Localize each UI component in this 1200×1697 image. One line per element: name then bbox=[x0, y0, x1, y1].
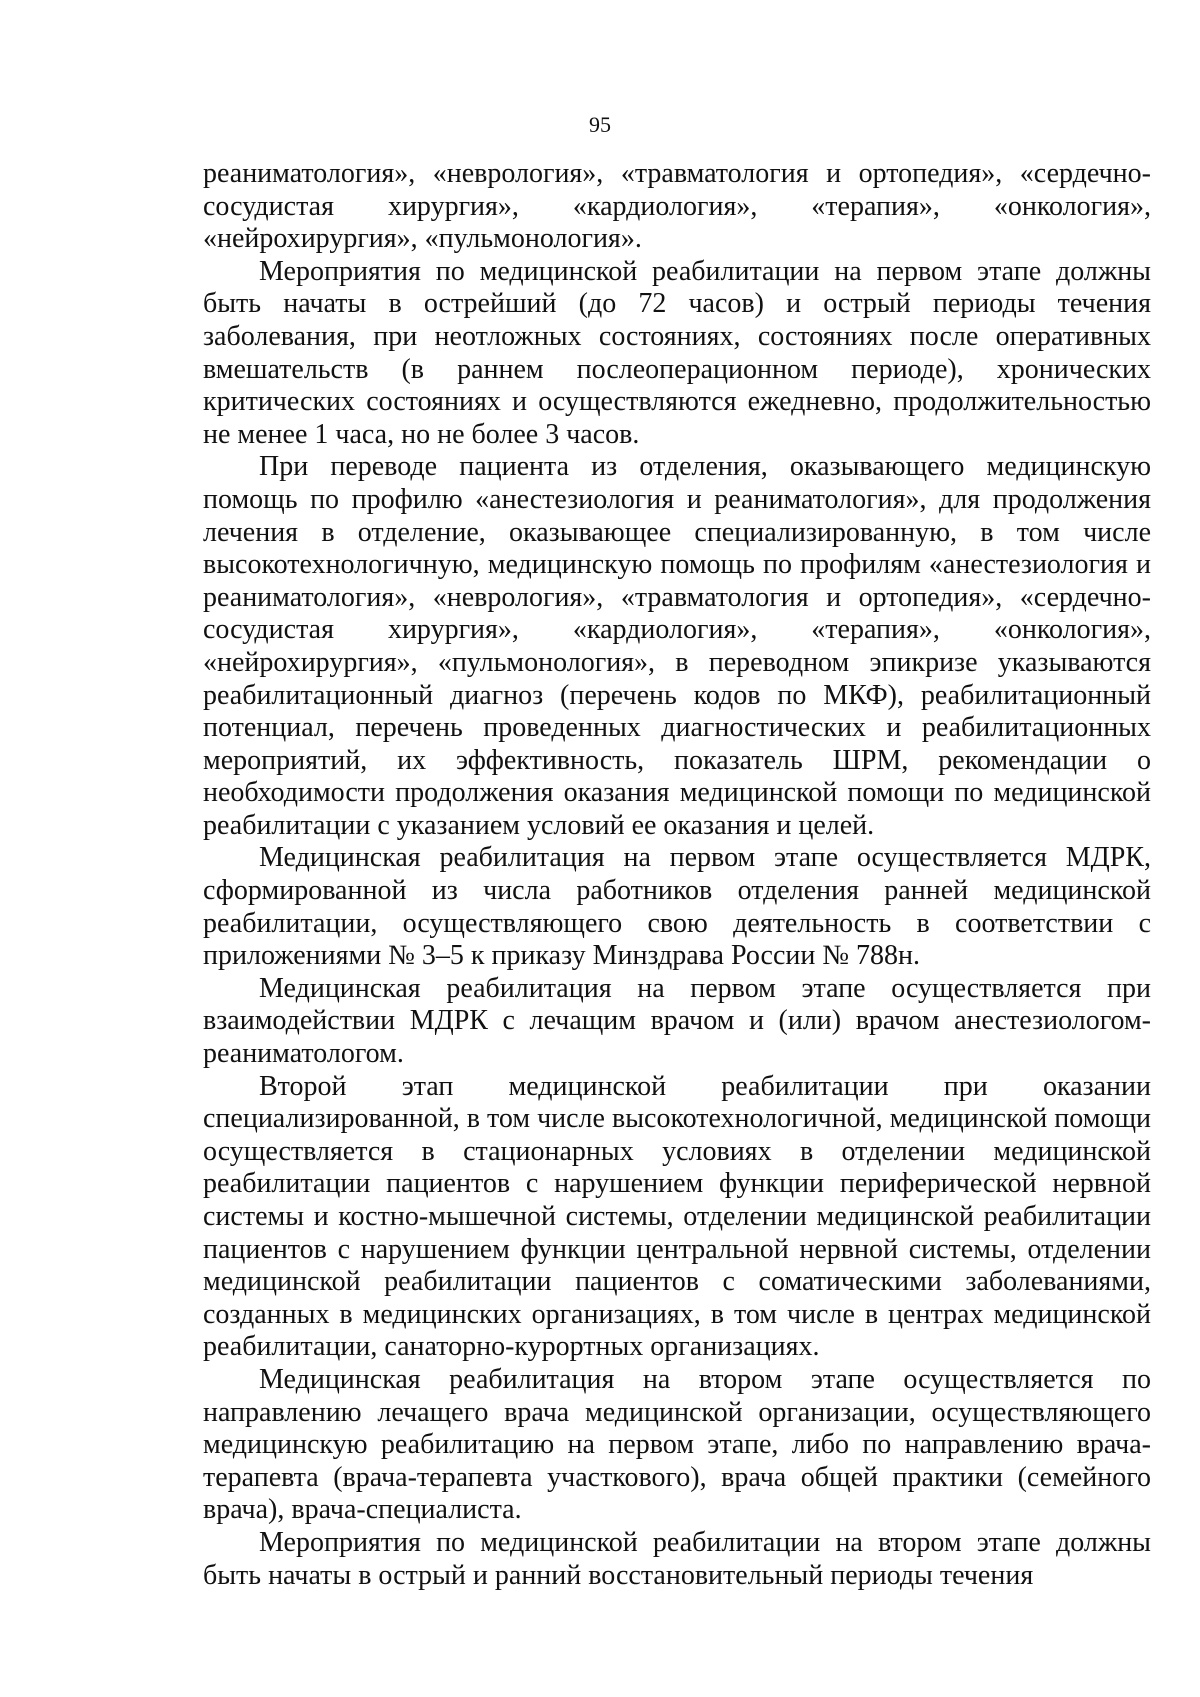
paragraph-continued: реаниматология», «неврология», «травматология и ортопедия», «сердечно-сосудистая хирургия», «кардиология», «терапия», «онкология», «нейрохирургия», «пульмонология». bbox=[203, 158, 1151, 255]
paragraph: Медицинская реабилитация на первом этапе осуществляется при взаимодействии МДРК с лечащим врачом и (или) врачом анестезиологом-реаниматологом. bbox=[203, 972, 1151, 1070]
paragraph: Медицинская реабилитация на втором этапе осуществляется по направлению лечащего врача медицинской организации, осуществляющего медицинскую реабилитацию на первом этапе, либо по направлению врача-терапевта (врача-терапевта участкового), врача общей практики (семейного врача), врача-специалиста. bbox=[203, 1363, 1151, 1526]
paragraph: Медицинская реабилитация на первом этапе осуществляется МДРК, сформированной из числа работников отделения ранней медицинской реабилитации, осуществляющего свою деятельность в соответствии с приложениями № 3–5 к приказу Минздрава России № 788н. bbox=[203, 842, 1151, 972]
paragraph: При переводе пациента из отделения, оказывающего медицинскую помощь по профилю «анестезиология и реаниматология», для продолжения лечения в отделение, оказывающее специализированную, в том числе высокотехнологичную, медицинскую помощь по профилям «анестезиология и реаниматология», «неврология», «травматология и ортопедия», «сердечно-сосудистая хирургия», «кардиология», «терапия», «онкология», «нейрохирургия», «пульмонология», в переводном эпикризе указываются реабилитационный диагноз (перечень кодов по МКФ), реабилитационный потенциал, перечень проведенных диагностических и реабилитационных мероприятий, их эффективность, показатель ШРМ, рекомендации о необходимости продолжения оказания медицинской помощи по медицинской реабилитации с указанием условий ее оказания и целей. bbox=[203, 451, 1151, 841]
page-number: 95 bbox=[589, 112, 611, 137]
paragraph: Второй этап медицинской реабилитации при оказании специализированной, в том числе высокотехнологичной, медицинской помощи осуществляется в стационарных условиях в отделении медицинской реабилитации пациентов с нарушением функции периферической нервной системы и костно-мышечной системы, отделении медицинской реабилитации пациентов с нарушением функции центральной нервной системы, отделении медицинской реабилитации пациентов с соматическими заболеваниями, созданных в медицинских организациях, в том числе в центрах медицинской реабилитации, санаторно-курортных организациях. bbox=[203, 1070, 1151, 1363]
document-body bbox=[203, 158, 1151, 1592]
paragraph: Мероприятия по медицинской реабилитации на втором этапе должны быть начаты в острый и ранний восстановительный периоды течения bbox=[203, 1526, 1151, 1591]
paragraph: Мероприятия по медицинской реабилитации на первом этапе должны быть начаты в острейший (до 72 часов) и острый периоды течения заболевания, при неотложных состояниях, состояниях после оперативных вмешательств (в раннем послеоперационном периоде), хронических критических состояниях и осуществляются ежедневно, продолжительностью не менее 1 часа, но не более 3 часов. bbox=[203, 255, 1151, 450]
